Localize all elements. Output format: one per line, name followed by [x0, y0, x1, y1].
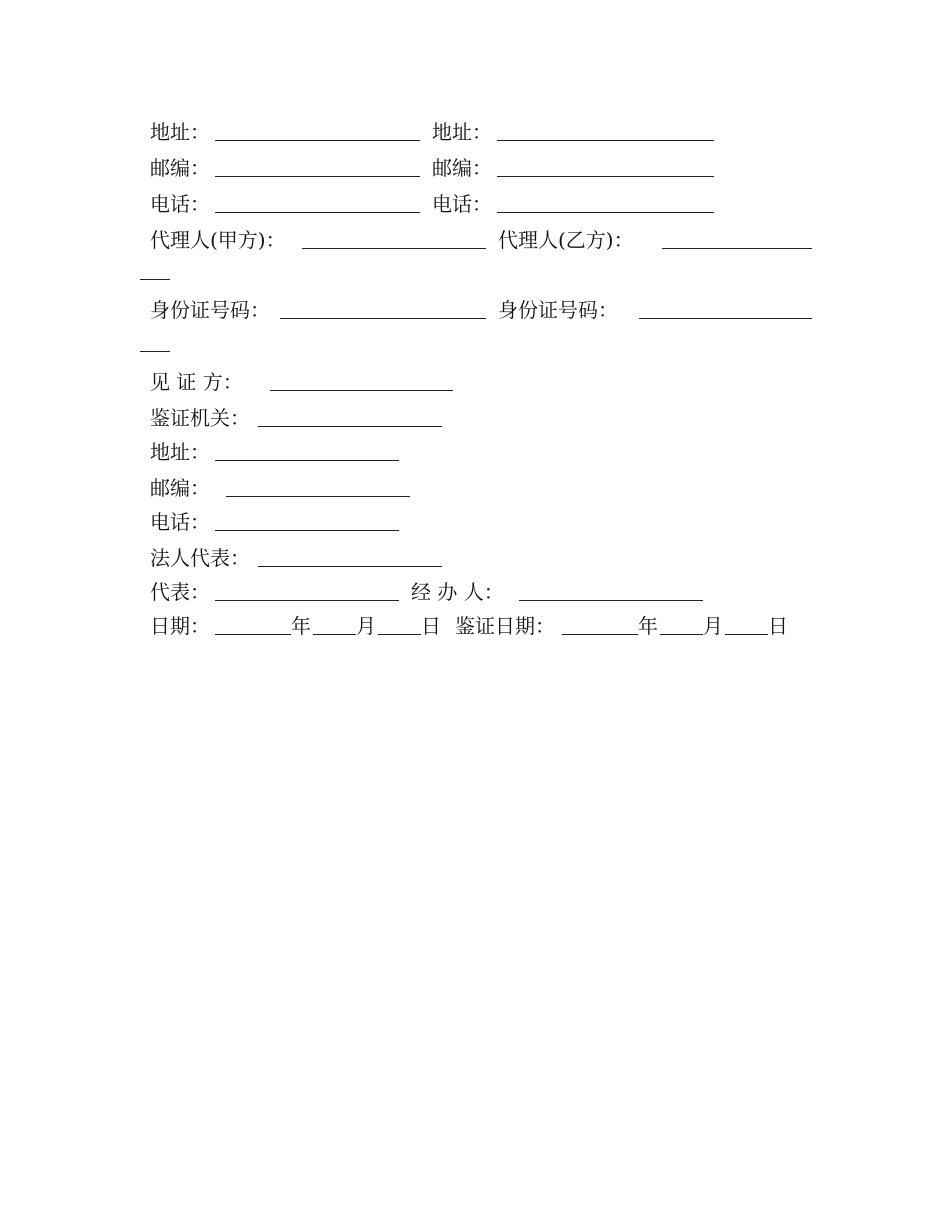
verify-date-day-unit: 日	[768, 614, 788, 638]
verify-date-year-unit: 年	[638, 614, 658, 638]
party-a-postcode-field[interactable]	[215, 154, 420, 177]
party-a-phone-field[interactable]	[215, 190, 420, 213]
witness-field[interactable]	[270, 368, 453, 391]
verify-date-year-field[interactable]	[562, 612, 638, 635]
party-a-agent-label: 代理人(甲方)：	[150, 228, 286, 252]
party-a-phone-label: 电话：	[150, 192, 210, 216]
rep-field[interactable]	[215, 578, 399, 601]
party-b-postcode-label: 邮编：	[432, 156, 492, 180]
legal-rep-label: 法人代表：	[150, 546, 250, 570]
date-year-unit: 年	[291, 614, 311, 638]
party-a-address-field[interactable]	[215, 118, 420, 141]
verify-date-month-field[interactable]	[660, 612, 703, 635]
party-a-id-field[interactable]	[280, 296, 486, 319]
party-b-address-field[interactable]	[497, 118, 714, 141]
party-a-postcode-label: 邮编：	[150, 156, 210, 180]
party-a-agent-field[interactable]	[302, 226, 486, 249]
legal-rep-field[interactable]	[258, 544, 442, 567]
party-b-agent-field[interactable]	[662, 226, 812, 249]
party-b-id-field-continuation	[140, 350, 170, 352]
authority-address-label: 地址：	[150, 440, 210, 464]
authority-label: 鉴证机关：	[150, 406, 250, 430]
date-day-field[interactable]	[378, 612, 421, 635]
rep-label: 代表：	[150, 580, 210, 604]
party-b-agent-label: 代理人(乙方)：	[498, 228, 634, 252]
party-a-id-label: 身份证号码：	[150, 298, 270, 322]
date-day-unit: 日	[421, 614, 441, 638]
witness-label: 见 证 方：	[150, 370, 243, 394]
verify-date-label: 鉴证日期：	[455, 614, 555, 638]
party-b-address-label: 地址：	[432, 120, 492, 144]
authority-field[interactable]	[258, 404, 442, 427]
date-month-unit: 月	[356, 614, 376, 638]
authority-address-field[interactable]	[215, 438, 399, 461]
date-month-field[interactable]	[313, 612, 356, 635]
handler-field[interactable]	[519, 578, 703, 601]
verify-date-day-field[interactable]	[725, 612, 768, 635]
party-b-postcode-field[interactable]	[497, 154, 714, 177]
party-b-phone-label: 电话：	[432, 192, 492, 216]
handler-label: 经 办 人：	[411, 580, 504, 604]
date-year-field[interactable]	[215, 612, 291, 635]
party-b-agent-field-continuation	[140, 278, 170, 280]
authority-postcode-label: 邮编：	[150, 476, 210, 500]
verify-date-month-unit: 月	[703, 614, 723, 638]
party-a-address-label: 地址：	[150, 120, 210, 144]
authority-phone-field[interactable]	[215, 508, 399, 531]
party-b-id-field[interactable]	[639, 296, 812, 319]
party-b-phone-field[interactable]	[497, 190, 714, 213]
authority-postcode-field[interactable]	[226, 474, 410, 497]
party-b-id-label: 身份证号码：	[498, 298, 618, 322]
authority-phone-label: 电话：	[150, 510, 210, 534]
date-label: 日期：	[150, 614, 210, 638]
